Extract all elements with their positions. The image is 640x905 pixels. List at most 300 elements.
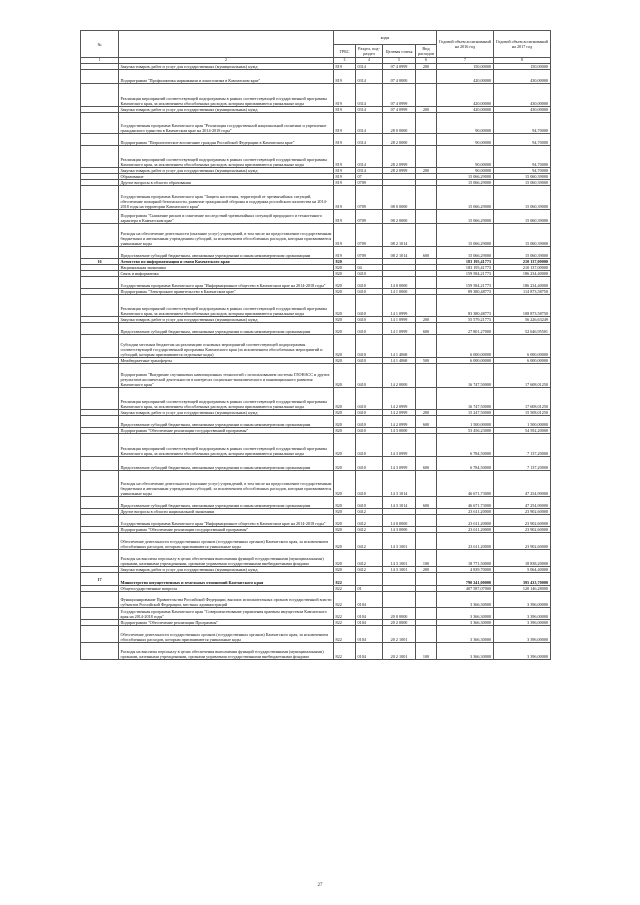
row-target-item: 14 1 0999 xyxy=(383,323,416,335)
row-amount-2017: 108 873,58750 xyxy=(494,295,551,317)
row-target-item xyxy=(383,592,416,608)
row-expense-type xyxy=(416,70,437,84)
row-expense-type xyxy=(416,471,437,497)
row-target-item: 14 2 0000 xyxy=(383,364,416,388)
row-target-item: 07 4 0999 xyxy=(383,84,416,107)
row-name: Обеспечение деятельности государственных органов (государственных органов) Камчатского края, за исключением обособленных расходов, которым присваиваются уникальные коды xyxy=(119,626,334,643)
row-name: Расходы на выплаты персоналу в целях обеспечения выполнения функций государственными (муниципальными) органами, казенными учреждениями, органами управления государственными внебюджетными фондами xyxy=(119,550,334,567)
header-index: 4 xyxy=(356,58,383,64)
row-section: 0410 xyxy=(356,416,383,428)
row-grbs: 820 xyxy=(334,533,356,550)
row-amount-2016: 16 747,50000 xyxy=(437,388,494,410)
row-section: 0410 xyxy=(356,317,383,323)
row-name: Общегосударственные вопросы xyxy=(119,586,334,592)
row-name: Предоставление субсидий бюджетным, автономным учреждениям и иным некоммерческим организациям xyxy=(119,497,334,509)
row-amount-2016: 15 066,29000 xyxy=(437,210,494,224)
row-target-item: 14 0 0000 xyxy=(383,277,416,289)
row-grbs: 822 xyxy=(334,608,356,620)
row-number xyxy=(81,434,119,457)
row-number xyxy=(81,146,119,168)
row-name: Расходы на выплаты персоналу в целях обеспечения выполнения функций государственными (муниципальными) органами, казенными учреждениями, органами управления государственными внебюджетными фондами xyxy=(119,643,334,660)
row-number xyxy=(81,186,119,210)
table-row xyxy=(81,515,551,527)
row-target-item: 14 3 1001 xyxy=(383,533,416,550)
row-name: Реализация мероприятий соответствующей подпрограммы в рамках соответствующей государственной программы Камчатского края, за исключением обособленных расходов, которым присваиваются уникальные коды xyxy=(119,434,334,457)
row-number xyxy=(81,224,119,247)
row-section: 01 xyxy=(356,586,383,592)
row-expense-type xyxy=(416,335,437,358)
row-name: Государственная программа Камчатского края "Совершенствование управления краевым имуществом Камчатского края на 2014-2018 годы" xyxy=(119,608,334,620)
row-number xyxy=(81,471,119,497)
row-amount-2016: 89 380,48773 xyxy=(437,289,494,295)
table-row xyxy=(81,550,551,567)
row-amount-2017: 47 254,90000 xyxy=(494,497,551,509)
row-grbs: 819 xyxy=(334,64,356,70)
row-amount-2017: 17 608,01250 xyxy=(494,364,551,388)
table-row xyxy=(81,113,551,134)
row-amount-2016: 23 611,20000 xyxy=(437,527,494,533)
row-name: Предоставление субсидий бюджетным, автономным учреждениям и иным некоммерческим организациям xyxy=(119,323,334,335)
row-grbs: 819 xyxy=(334,134,356,146)
row-section: 0314 xyxy=(356,107,383,113)
header-2016: Годовой объем ассигнований на 2016 год xyxy=(437,31,494,58)
table-row xyxy=(81,388,551,410)
row-amount-2016: 183 195,41773 xyxy=(437,265,494,271)
row-grbs: 822 xyxy=(334,586,356,592)
row-target-item: 14 3 1001 xyxy=(383,550,416,567)
row-section: 0410 xyxy=(356,434,383,457)
row-amount-2016: 4 839,70000 xyxy=(437,567,494,573)
row-name: Подпрограмма "Обеспечение реализации Программы" xyxy=(119,620,334,626)
row-number xyxy=(81,515,119,527)
row-amount-2017: 15 060,39000 xyxy=(494,224,551,247)
row-grbs: 820 xyxy=(334,471,356,497)
row-grbs: 820 xyxy=(334,388,356,410)
table-row xyxy=(81,626,551,643)
row-amount-2017: 15 060,39000 xyxy=(494,186,551,210)
row-name: Подпрограмма "Внедрение спутниковых навигационных технологий с использованием системы ГЛОНАСС и других результатов космической деятельности в интересах социально-экономического и инновационного развития Камчатского края" xyxy=(119,364,334,388)
row-amount-2017: 210 137,00000 xyxy=(494,265,551,271)
table-header xyxy=(81,31,551,64)
row-amount-2016: 53 456,23000 xyxy=(437,428,494,434)
row-section: 0104 xyxy=(356,592,383,608)
table-row xyxy=(81,364,551,388)
row-expense-type xyxy=(416,388,437,410)
row-amount-2017: 15 060,39000 xyxy=(494,174,551,180)
row-section: 0709 xyxy=(356,224,383,247)
header-index: 1 xyxy=(81,58,119,64)
table-body xyxy=(81,64,551,660)
row-amount-2017: 23 902,60000 xyxy=(494,509,551,515)
table-row xyxy=(81,210,551,224)
table-row xyxy=(81,84,551,107)
table-row xyxy=(81,608,551,620)
row-expense-type: 200 xyxy=(416,64,437,70)
table-row xyxy=(81,224,551,247)
row-amount-2016: 90,00000 xyxy=(437,168,494,174)
row-amount-2016: 90,00000 xyxy=(437,113,494,134)
row-section: 0314 xyxy=(356,113,383,134)
header-index: 5 xyxy=(383,58,416,64)
row-amount-2016: 90,00000 xyxy=(437,146,494,168)
row-amount-2017: 3 396,00000 xyxy=(494,643,551,660)
row-amount-2017: 7 137,20000 xyxy=(494,434,551,457)
row-amount-2016: 15 247,50000 xyxy=(437,410,494,416)
row-expense-type xyxy=(416,134,437,146)
row-name: Закупка товаров, работ и услуг для государственных (муниципальных) нужд xyxy=(119,410,334,416)
row-grbs: 819 xyxy=(334,70,356,84)
row-target-item: 07 4 0999 xyxy=(383,107,416,113)
row-target-item: 14 2 0999 xyxy=(383,416,416,428)
row-name: Государственная программа Камчатского края "Защита населения, территорий от чрезвычайных ситуаций, обеспечение пожарной безопасности, развитие гражданской обороны и поддержка российского казачества на 2014-2018 годы на территории Камчатского края" xyxy=(119,186,334,210)
row-grbs: 819 xyxy=(334,180,356,186)
row-amount-2017: 5 064,40000 xyxy=(494,567,551,573)
row-target-item: 14 3 0999 xyxy=(383,457,416,471)
row-amount-2016: 3 366,30000 xyxy=(437,626,494,643)
table-row xyxy=(81,247,551,259)
row-amount-2017: 430,00000 xyxy=(494,70,551,84)
row-grbs: 820 xyxy=(334,271,356,277)
row-grbs: 820 xyxy=(334,434,356,457)
row-amount-2016: 46 671,73000 xyxy=(437,497,494,509)
row-amount-2017: 56 226,63249 xyxy=(494,317,551,323)
row-section: 0412 xyxy=(356,527,383,533)
row-target-item: 08 0 0000 xyxy=(383,186,416,210)
row-name: Министерство имущественных и земельных отношений Камчатского края xyxy=(119,573,334,586)
row-target-item: 14 2 0999 xyxy=(383,410,416,416)
row-amount-2016: 6 000,00000 xyxy=(437,335,494,358)
row-section: 0314 xyxy=(356,70,383,84)
row-amount-2017: 430,00000 xyxy=(494,84,551,107)
row-amount-2017: 15 060,39000 xyxy=(494,247,551,259)
row-expense-type: 200 xyxy=(416,168,437,174)
row-name: Другие вопросы в области образования xyxy=(119,180,334,186)
row-name: Обеспечение деятельности государственных органов (государственных органов) Камчатского края, за исключением обособленных расходов, которым присваиваются уникальные коды xyxy=(119,533,334,550)
row-target-item: 14 3 0000 xyxy=(383,428,416,434)
row-name: Подпрограмма "Электронное правительство в Камчатском крае" xyxy=(119,289,334,295)
row-name: Национальная экономика xyxy=(119,265,334,271)
row-grbs: 822 xyxy=(334,643,356,660)
row-number xyxy=(81,277,119,289)
row-section: 0410 xyxy=(356,471,383,497)
header-target-item: Целевая статья xyxy=(383,45,416,58)
row-target-item: 14 3 1014 xyxy=(383,497,416,509)
table-row xyxy=(81,70,551,84)
table-row xyxy=(81,533,551,550)
row-section: 0314 xyxy=(356,134,383,146)
table-row xyxy=(81,434,551,457)
row-grbs: 819 xyxy=(334,186,356,210)
row-grbs: 819 xyxy=(334,84,356,107)
row-expense-type: 100 xyxy=(416,550,437,567)
row-section: 0709 xyxy=(356,186,383,210)
row-amount-2016: 183 195,41773 xyxy=(437,259,494,265)
row-name: Предоставление субсидий бюджетным, автономным учреждениям и иным некоммерческим организациям xyxy=(119,247,334,259)
row-expense-type xyxy=(416,146,437,168)
row-expense-type xyxy=(416,533,437,550)
header-index: 2 xyxy=(119,58,334,64)
row-amount-2016: 15 066,29000 xyxy=(437,247,494,259)
row-expense-type: 200 xyxy=(416,107,437,113)
row-amount-2017: 210 137,00000 xyxy=(494,259,551,265)
row-grbs: 820 xyxy=(334,410,356,416)
row-section: 0709 xyxy=(356,180,383,186)
header-index: 3 xyxy=(334,58,356,64)
row-name: Закупка товаров, работ и услуг для государственных (муниципальных) нужд xyxy=(119,168,334,174)
row-section: 0314 xyxy=(356,146,383,168)
row-section: 0410 xyxy=(356,410,383,416)
row-number xyxy=(81,295,119,317)
row-target-item: 08 2 1014 xyxy=(383,247,416,259)
row-grbs: 820 xyxy=(334,550,356,567)
row-target-item: 14 1 0000 xyxy=(383,289,416,295)
row-name: Межбюджетные трансферты xyxy=(119,358,334,364)
row-grbs: 822 xyxy=(334,592,356,608)
row-amount-2016: 46 671,73000 xyxy=(437,471,494,497)
row-amount-2016: 15 066,29000 xyxy=(437,174,494,180)
row-grbs: 819 xyxy=(334,168,356,174)
row-amount-2017: 186 234,40000 xyxy=(494,271,551,277)
row-amount-2016: 3 366,30000 xyxy=(437,643,494,660)
row-target-item: 14 1 0999 xyxy=(383,317,416,323)
row-name: Подпрограмма "Патриотическое воспитание граждан Российской Федерации в Камчатском крае" xyxy=(119,134,334,146)
row-amount-2017: 114 873,58750 xyxy=(494,289,551,295)
row-section: 0410 xyxy=(356,497,383,509)
row-number xyxy=(81,457,119,471)
table-row xyxy=(81,295,551,317)
row-amount-2016: 83 380,48773 xyxy=(437,295,494,317)
row-expense-type xyxy=(416,434,437,457)
row-section xyxy=(356,573,383,586)
row-section: 07 xyxy=(356,174,383,180)
table-row xyxy=(81,277,551,289)
row-grbs: 820 xyxy=(334,277,356,289)
row-grbs: 820 xyxy=(334,259,356,265)
row-amount-2016: 420,00000 xyxy=(437,70,494,84)
page-number: 27 xyxy=(317,883,323,888)
row-amount-2017: 94,70000 xyxy=(494,113,551,134)
row-grbs: 822 xyxy=(334,626,356,643)
row-name: Государственная программа Камчатского края "Информационное общество в Камчатском крае на 2014-2018 годы" xyxy=(119,277,334,289)
table-row xyxy=(81,146,551,168)
row-number xyxy=(81,210,119,224)
row-section: 0709 xyxy=(356,210,383,224)
row-expense-type: 600 xyxy=(416,323,437,335)
row-section: 0314 xyxy=(356,168,383,174)
row-amount-2017: 54 592,20000 xyxy=(494,428,551,434)
row-amount-2016: 6 000,00000 xyxy=(437,358,494,364)
row-name: Подпрограмма "Обеспечение реализации государственной программы" xyxy=(119,527,334,533)
row-grbs: 820 xyxy=(334,416,356,428)
header-index: 6 xyxy=(416,58,437,64)
table-row xyxy=(81,471,551,497)
row-target-item: 14 1 0999 xyxy=(383,295,416,317)
row-target-item xyxy=(383,573,416,586)
row-section: 0410 xyxy=(356,364,383,388)
row-number xyxy=(81,497,119,509)
header-name xyxy=(119,31,334,58)
row-number xyxy=(81,626,119,643)
header-expense-type: Вид расходов xyxy=(416,45,437,58)
row-amount-2017: 52 646,95501 xyxy=(494,323,551,335)
row-name: Реализация мероприятий соответствующей подпрограммы в рамках соответствующей государственной программы Камчатского края, за исключением обособленных расходов, которым присваиваются уникальные коды xyxy=(119,388,334,410)
row-number xyxy=(81,84,119,107)
row-target-item: 20 2 0000 xyxy=(383,620,416,626)
row-name: Подпрограмма "Обеспечение реализации государственной программы" xyxy=(119,428,334,434)
row-section: 0410 xyxy=(356,388,383,410)
row-target-item: 14 2 0999 xyxy=(383,388,416,410)
row-target-item: 20 2 1001 xyxy=(383,643,416,660)
row-expense-type xyxy=(416,84,437,107)
row-section: 0709 xyxy=(356,247,383,259)
row-amount-2017: 94,70000 xyxy=(494,134,551,146)
row-grbs: 820 xyxy=(334,509,356,515)
row-expense-type: 600 xyxy=(416,247,437,259)
row-name: Государственная программа Камчатского края "Реализация государственной национальной политики и укрепление гражданского единства в Камчатском крае на 2014-2018 годы" xyxy=(119,113,334,134)
row-amount-2017: 1 500,00000 xyxy=(494,416,551,428)
row-amount-2017: 3 396,00000 xyxy=(494,620,551,626)
row-grbs: 822 xyxy=(334,620,356,626)
row-number xyxy=(81,592,119,608)
row-section: 0104 xyxy=(356,608,383,620)
row-section: 0410 xyxy=(356,358,383,364)
row-expense-type: 200 xyxy=(416,317,437,323)
row-name: Закупка товаров, работ и услуг для государственных (муниципальных) нужд xyxy=(119,107,334,113)
row-target-item: 08 2 1014 xyxy=(383,224,416,247)
row-amount-2016: 159 584,21773 xyxy=(437,277,494,289)
row-number xyxy=(81,113,119,134)
row-amount-2017: 18 838,20000 xyxy=(494,550,551,567)
row-grbs: 819 xyxy=(334,247,356,259)
row-amount-2017: 15 060,39000 xyxy=(494,180,551,186)
table-row xyxy=(81,186,551,210)
row-number: 17 xyxy=(81,573,119,586)
row-amount-2016: 3 366,30000 xyxy=(437,620,494,626)
row-grbs: 820 xyxy=(334,428,356,434)
row-grbs: 820 xyxy=(334,457,356,471)
row-section: 0412 xyxy=(356,567,383,573)
row-name: Образование xyxy=(119,174,334,180)
row-expense-type xyxy=(416,515,437,527)
table-row xyxy=(81,457,551,471)
row-amount-2016: 3 366,30000 xyxy=(437,608,494,620)
row-amount-2017: 23 902,60000 xyxy=(494,515,551,527)
row-amount-2017: 120 146,28000 xyxy=(494,586,551,592)
header-number: № xyxy=(81,31,119,58)
row-expense-type xyxy=(416,626,437,643)
header-grbs: ГРБС xyxy=(334,45,356,58)
table-row xyxy=(81,497,551,509)
row-grbs: 819 xyxy=(334,146,356,168)
row-name: Другие вопросы в области национальной экономики xyxy=(119,509,334,515)
row-amount-2017: 17 608,01250 xyxy=(494,388,551,410)
row-name: Расходы на обеспечение деятельности (оказание услуг) учреждений, в том числе на предоставление государственным бюджетным и автономным учреждениям субсидий, за исключением обособленных расходов, которым присваиваются уникальные коды xyxy=(119,471,334,497)
row-section: 0410 xyxy=(356,271,383,277)
row-amount-2017: 23 902,60000 xyxy=(494,527,551,533)
row-amount-2016: 407 587,07000 xyxy=(437,586,494,592)
row-amount-2017: 150,00000 xyxy=(494,64,551,70)
row-section: 0410 xyxy=(356,289,383,295)
row-grbs: 820 xyxy=(334,289,356,295)
row-expense-type xyxy=(416,295,437,317)
row-expense-type: 100 xyxy=(416,643,437,660)
row-name: Государственная программа Камчатского края "Информационное общество в Камчатском крае на 2014-2018 годы" xyxy=(119,515,334,527)
row-number xyxy=(81,533,119,550)
row-amount-2017: 6 000,00000 xyxy=(494,335,551,358)
row-target-item: 07 4 0999 xyxy=(383,64,416,70)
row-name: Связь и информатика xyxy=(119,271,334,277)
row-number xyxy=(81,416,119,428)
row-section: 0314 xyxy=(356,64,383,70)
row-section: 0410 xyxy=(356,428,383,434)
row-amount-2016: 27 801,27000 xyxy=(437,323,494,335)
row-expense-type: 200 xyxy=(416,567,437,573)
row-expense-type: 600 xyxy=(416,497,437,509)
row-grbs: 820 xyxy=(334,567,356,573)
row-expense-type xyxy=(416,113,437,134)
row-section: 04 xyxy=(356,265,383,271)
row-target-item: 14 3 0000 xyxy=(383,527,416,533)
row-name: Подпрограмма "Снижение рисков и смягчение последствий чрезвычайных ситуаций природного и техногенного характера в Камчатском крае" xyxy=(119,210,334,224)
row-target-item: 14 3 1014 xyxy=(383,471,416,497)
row-amount-2016: 23 611,20000 xyxy=(437,533,494,550)
row-amount-2017: 23 902,60000 xyxy=(494,533,551,550)
row-target-item: 20 2 1001 xyxy=(383,626,416,643)
row-amount-2016: 23 611,20000 xyxy=(437,515,494,527)
row-target-item: 28 2 0999 xyxy=(383,146,416,168)
row-amount-2016: 159 584,21773 xyxy=(437,271,494,277)
row-grbs: 820 xyxy=(334,364,356,388)
row-expense-type: 600 xyxy=(416,416,437,428)
row-expense-type xyxy=(416,224,437,247)
row-grbs: 819 xyxy=(334,174,356,180)
row-expense-type xyxy=(416,277,437,289)
row-amount-2017: 94,70000 xyxy=(494,146,551,168)
table-row xyxy=(81,323,551,335)
row-grbs: 820 xyxy=(334,323,356,335)
row-amount-2016: 55 579,21773 xyxy=(437,317,494,323)
row-target-item: 28 2 0000 xyxy=(383,134,416,146)
row-amount-2017: 6 000,00000 xyxy=(494,358,551,364)
row-number xyxy=(81,643,119,660)
row-target-item: 14 0 0000 xyxy=(383,515,416,527)
row-number xyxy=(81,134,119,146)
row-number xyxy=(81,70,119,84)
row-expense-type xyxy=(416,210,437,224)
row-section: 0104 xyxy=(356,626,383,643)
row-grbs: 820 xyxy=(334,335,356,358)
row-target-item: 14 1 4068 xyxy=(383,335,416,358)
table-row xyxy=(81,335,551,358)
row-name: Реализация мероприятий соответствующей подпрограммы в рамках соответствующей государственной программы Камчатского края, за исключением обособленных расходов, которым присваиваются уникальные коды xyxy=(119,295,334,317)
row-name: Предоставление субсидий бюджетным, автономным учреждениям и иным некоммерческим организациям xyxy=(119,416,334,428)
row-grbs: 820 xyxy=(334,358,356,364)
row-section: 0104 xyxy=(356,643,383,660)
header-2017: Годовой объем ассигнований на 2017 год xyxy=(494,31,551,58)
row-amount-2016: 15 066,29000 xyxy=(437,180,494,186)
row-number xyxy=(81,550,119,567)
row-amount-2016: 6 784,50000 xyxy=(437,434,494,457)
table-row xyxy=(81,416,551,428)
row-grbs: 820 xyxy=(334,515,356,527)
row-section: 0410 xyxy=(356,335,383,358)
row-expense-type xyxy=(416,364,437,388)
row-name: Реализация мероприятий соответствующей подпрограммы в рамках соответствующей государственной программы Камчатского края, за исключением обособленных расходов, которым присваиваются уникальные коды xyxy=(119,146,334,168)
row-grbs: 819 xyxy=(334,107,356,113)
row-name: Закупка товаров, работ и услуг для государственных (муниципальных) нужд xyxy=(119,317,334,323)
row-amount-2017: 15 060,39000 xyxy=(494,210,551,224)
budget-table xyxy=(80,30,551,660)
